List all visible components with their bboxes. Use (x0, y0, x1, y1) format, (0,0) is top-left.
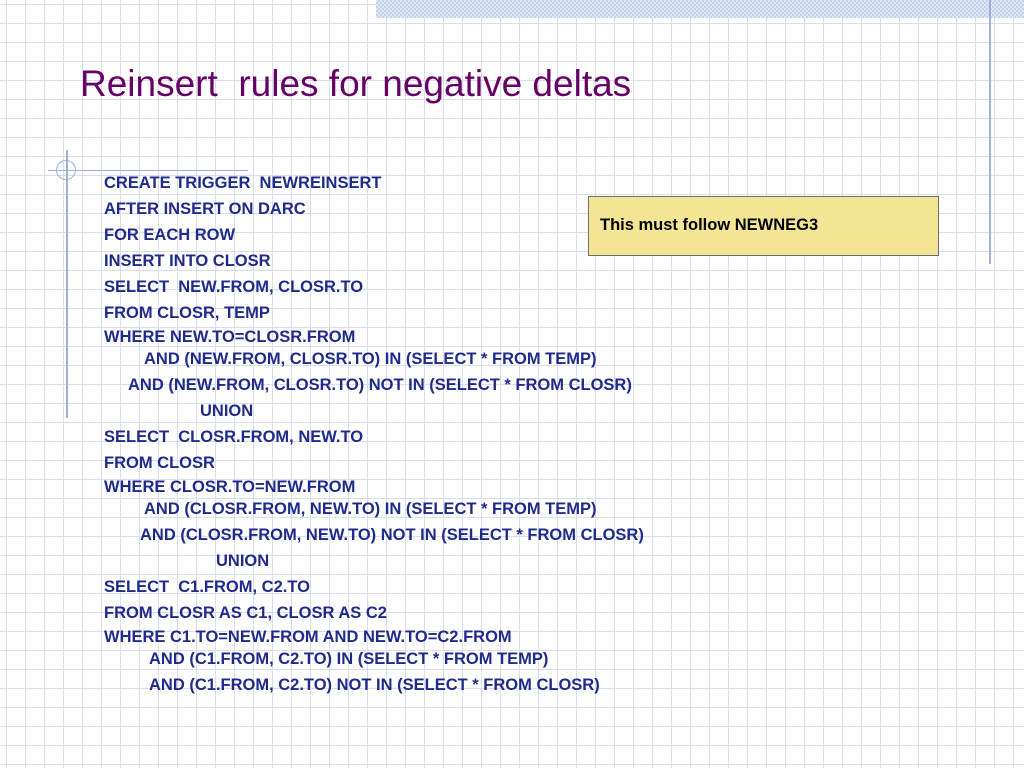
code-line: WHERE NEW.TO=CLOSR.FROM (104, 328, 356, 346)
code-line: AFTER INSERT ON DARC (104, 200, 306, 218)
note-callout-box: This must follow NEWNEG3 (588, 196, 939, 256)
code-line: FROM CLOSR, TEMP (104, 304, 270, 322)
code-line: CREATE TRIGGER NEWREINSERT (104, 174, 382, 192)
sql-code-block (104, 172, 644, 700)
slide-title: Reinsert rules for negative deltas (80, 63, 632, 104)
code-line: AND (NEW.FROM, CLOSR.TO) IN (SELECT * FROM TEMP) (144, 350, 597, 368)
code-line: WHERE CLOSR.TO=NEW.FROM (104, 478, 356, 496)
code-line: AND (C1.FROM, C2.TO) IN (SELECT * FROM TEMP) (149, 650, 549, 668)
code-line: UNION (200, 402, 254, 420)
code-line: SELECT CLOSR.FROM, NEW.TO (104, 428, 364, 446)
decorative-left-line (66, 150, 68, 418)
code-line: SELECT NEW.FROM, CLOSR.TO (104, 278, 364, 296)
decorative-horizontal-line (48, 170, 248, 171)
code-line: INSERT INTO CLOSR (104, 252, 271, 270)
code-line: FROM CLOSR (104, 454, 215, 472)
code-line: AND (CLOSR.FROM, NEW.TO) NOT IN (SELECT * FROM CLOSR) (140, 526, 644, 544)
code-line: AND (C1.FROM, C2.TO) NOT IN (SELECT * FROM CLOSR) (149, 676, 600, 694)
code-line: WHERE C1.TO=NEW.FROM AND NEW.TO=C2.FROM (104, 628, 512, 646)
code-line: AND (CLOSR.FROM, NEW.TO) IN (SELECT * FROM TEMP) (144, 500, 597, 518)
decorative-circle-icon (56, 160, 76, 180)
decorative-top-band (376, 0, 1024, 18)
decorative-right-line (989, 0, 991, 264)
code-line: FOR EACH ROW (104, 226, 236, 244)
code-line: SELECT C1.FROM, C2.TO (104, 578, 310, 596)
code-line: AND (NEW.FROM, CLOSR.TO) NOT IN (SELECT * FROM CLOSR) (128, 376, 632, 394)
code-line: FROM CLOSR AS C1, CLOSR AS C2 (104, 604, 387, 622)
code-line: UNION (216, 552, 270, 570)
